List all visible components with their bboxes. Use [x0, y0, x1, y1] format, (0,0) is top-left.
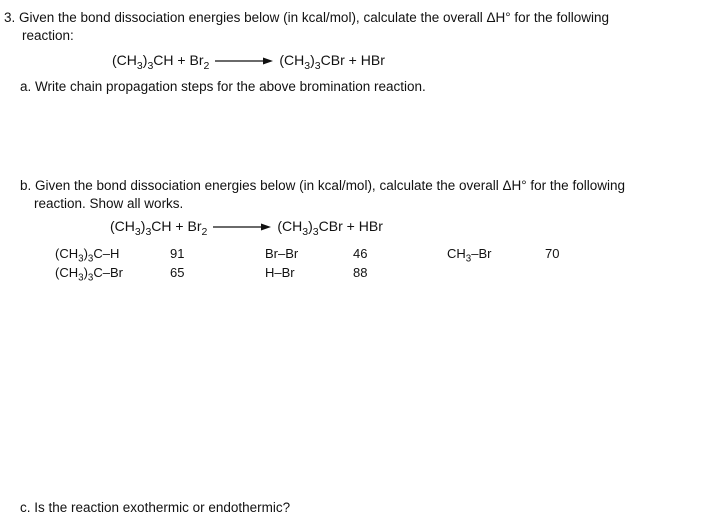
- bond-value: 88: [353, 265, 368, 280]
- bond-value: 46: [353, 246, 368, 261]
- reaction-equation-2: [110, 218, 383, 238]
- bond-value: 91: [170, 246, 185, 261]
- products: $(CH_3)_3CBr$ + HBr: [277, 218, 383, 238]
- part-b-question: b. Given the bond dissociation energies below (in kcal/mol), calculate the overall ΔH° for the following: [20, 178, 625, 193]
- bond-value: 65: [170, 265, 185, 280]
- reactants: $(CH_3)_3CH + Br_2$: [112, 52, 210, 72]
- part-c-question: c. Is the reaction exothermic or endothermic?: [20, 500, 291, 515]
- part-b-question-cont: reaction. Show all works.: [34, 196, 184, 211]
- reaction-arrow-icon: [213, 222, 271, 232]
- bond-label: $(CH_3)_3C-H$: [55, 246, 120, 265]
- question-intro-cont: reaction:: [22, 28, 74, 43]
- part-a-question: a. Write chain propagation steps for the above bromination reaction.: [20, 79, 426, 94]
- bond-label: $CH_3-Br$: [447, 246, 492, 265]
- bond-value: 70: [545, 246, 560, 261]
- bond-label: H–Br: [265, 265, 295, 280]
- reaction-arrow-icon: [215, 56, 273, 66]
- bond-label: Br–Br: [265, 246, 299, 261]
- bond-label: $(CH_3)_3C-Br$: [55, 265, 123, 284]
- question-intro: 3. Given the bond dissociation energies below (in kcal/mol), calculate the overall ΔH° for the following: [4, 10, 609, 25]
- products: $(CH_3)_3CBr$ + HBr: [279, 52, 385, 72]
- reaction-equation-1: [112, 52, 385, 72]
- reactants: $(CH_3)_3CH + Br_2$: [110, 218, 208, 238]
